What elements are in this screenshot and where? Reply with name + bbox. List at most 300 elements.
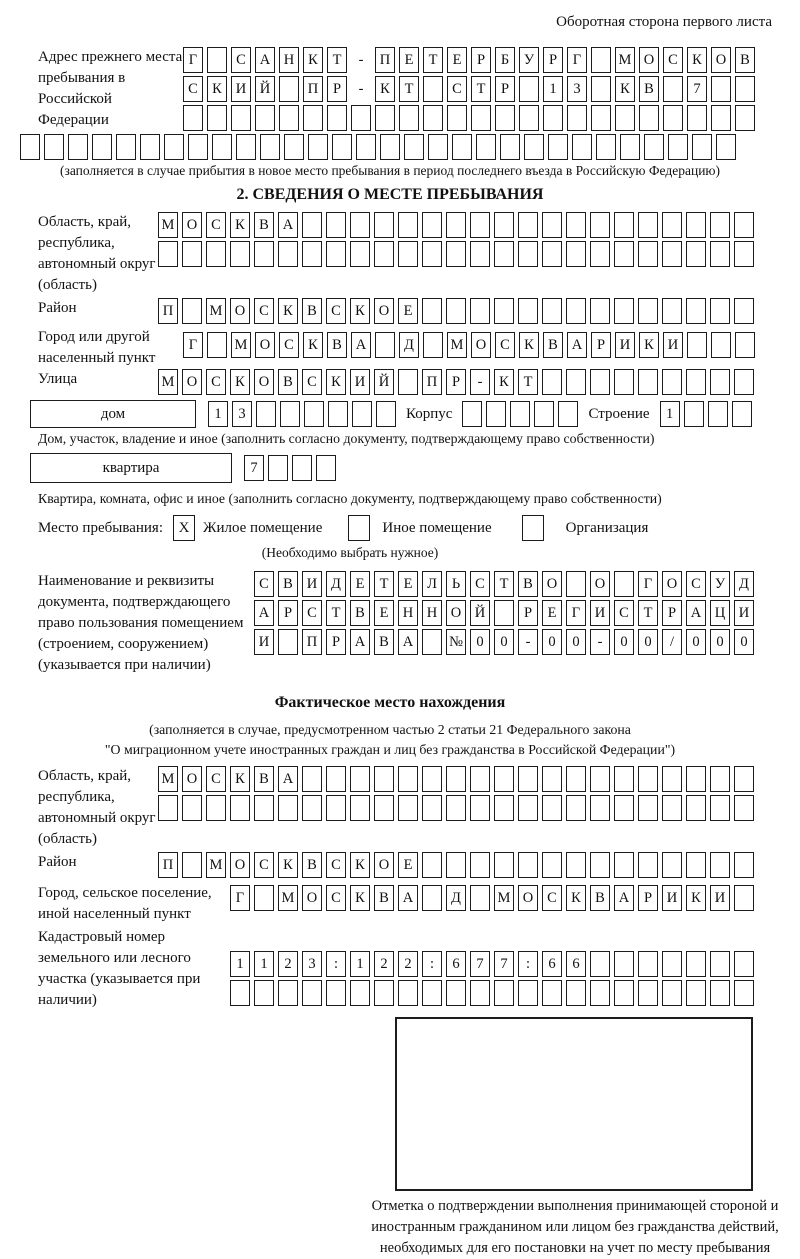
char-cell[interactable] <box>158 795 178 821</box>
char-cell[interactable] <box>614 571 634 597</box>
char-cell[interactable] <box>182 852 202 878</box>
char-cell[interactable]: С <box>206 766 226 792</box>
char-cell[interactable]: Е <box>447 47 467 73</box>
char-cell[interactable] <box>470 766 490 792</box>
char-cell[interactable] <box>326 795 346 821</box>
char-cell[interactable] <box>326 766 346 792</box>
char-cell[interactable] <box>534 401 554 427</box>
char-cell[interactable] <box>542 369 562 395</box>
char-cell[interactable] <box>614 241 634 267</box>
char-cell[interactable]: П <box>375 47 395 73</box>
char-cell[interactable] <box>446 212 466 238</box>
char-cell[interactable]: К <box>494 369 514 395</box>
char-cell[interactable] <box>351 105 371 131</box>
fact-city-row[interactable] <box>230 885 754 911</box>
char-cell[interactable] <box>302 766 322 792</box>
char-cell[interactable]: С <box>326 298 346 324</box>
char-cell[interactable]: Г <box>638 571 658 597</box>
char-cell[interactable] <box>542 795 562 821</box>
char-cell[interactable] <box>422 980 442 1006</box>
char-cell[interactable] <box>304 401 324 427</box>
char-cell[interactable]: О <box>639 47 659 73</box>
char-cell[interactable]: М <box>494 885 514 911</box>
char-cell[interactable]: 0 <box>686 629 706 655</box>
char-cell[interactable] <box>518 298 538 324</box>
char-cell[interactable] <box>422 241 442 267</box>
char-cell[interactable] <box>518 852 538 878</box>
checkbox-residential[interactable]: X <box>173 515 195 541</box>
char-cell[interactable] <box>686 369 706 395</box>
char-cell[interactable]: 1 <box>660 401 680 427</box>
char-cell[interactable]: 6 <box>446 951 466 977</box>
char-cell[interactable] <box>686 298 706 324</box>
char-cell[interactable] <box>590 298 610 324</box>
char-cell[interactable]: С <box>302 369 322 395</box>
char-cell[interactable]: 1 <box>230 951 250 977</box>
char-cell[interactable] <box>692 134 712 160</box>
char-cell[interactable] <box>256 401 276 427</box>
char-cell[interactable]: 0 <box>566 629 586 655</box>
char-cell[interactable]: К <box>519 332 539 358</box>
char-cell[interactable] <box>207 105 227 131</box>
char-cell[interactable]: Р <box>327 76 347 102</box>
char-cell[interactable]: В <box>374 629 394 655</box>
char-cell[interactable]: Й <box>470 600 490 626</box>
char-cell[interactable]: 1 <box>254 951 274 977</box>
char-cell[interactable]: А <box>567 332 587 358</box>
char-cell[interactable]: В <box>374 885 394 911</box>
char-cell[interactable]: К <box>230 212 250 238</box>
char-cell[interactable]: М <box>206 852 226 878</box>
char-cell[interactable] <box>614 766 634 792</box>
char-cell[interactable] <box>566 298 586 324</box>
char-cell[interactable] <box>542 766 562 792</box>
char-cell[interactable]: С <box>279 332 299 358</box>
char-cell[interactable]: Й <box>255 76 275 102</box>
cadastral-row-2[interactable] <box>230 980 754 1006</box>
char-cell[interactable] <box>352 401 372 427</box>
char-cell[interactable] <box>470 212 490 238</box>
char-cell[interactable] <box>566 795 586 821</box>
char-cell[interactable]: 7 <box>470 951 490 977</box>
char-cell[interactable] <box>182 795 202 821</box>
char-cell[interactable]: О <box>471 332 491 358</box>
char-cell[interactable] <box>356 134 376 160</box>
char-cell[interactable]: К <box>303 332 323 358</box>
fact-region-row-1[interactable] <box>158 766 754 792</box>
char-cell[interactable]: М <box>158 212 178 238</box>
char-cell[interactable] <box>375 332 395 358</box>
char-cell[interactable]: 3 <box>232 401 252 427</box>
char-cell[interactable] <box>254 795 274 821</box>
char-cell[interactable] <box>350 212 370 238</box>
char-cell[interactable] <box>398 212 418 238</box>
char-cell[interactable]: К <box>686 885 706 911</box>
char-cell[interactable]: С <box>495 332 515 358</box>
char-cell[interactable] <box>470 241 490 267</box>
region-row-1[interactable] <box>158 212 754 238</box>
char-cell[interactable]: В <box>327 332 347 358</box>
char-cell[interactable] <box>494 241 514 267</box>
char-cell[interactable] <box>452 134 472 160</box>
char-cell[interactable] <box>638 212 658 238</box>
char-cell[interactable]: О <box>302 885 322 911</box>
char-cell[interactable]: С <box>206 212 226 238</box>
char-cell[interactable]: Д <box>399 332 419 358</box>
char-cell[interactable]: В <box>639 76 659 102</box>
char-cell[interactable] <box>326 980 346 1006</box>
char-cell[interactable] <box>638 298 658 324</box>
stroenie-row[interactable] <box>660 401 752 427</box>
char-cell[interactable]: С <box>254 571 274 597</box>
char-cell[interactable] <box>734 951 754 977</box>
char-cell[interactable]: 1 <box>208 401 228 427</box>
char-cell[interactable]: Д <box>326 571 346 597</box>
char-cell[interactable]: С <box>206 369 226 395</box>
char-cell[interactable]: А <box>278 766 298 792</box>
char-cell[interactable]: М <box>447 332 467 358</box>
region-row-2[interactable] <box>158 241 754 267</box>
char-cell[interactable]: А <box>255 47 275 73</box>
char-cell[interactable]: А <box>351 332 371 358</box>
char-cell[interactable]: 2 <box>278 951 298 977</box>
char-cell[interactable] <box>686 795 706 821</box>
char-cell[interactable] <box>663 105 683 131</box>
char-cell[interactable]: Г <box>230 885 250 911</box>
previous-address-row-1[interactable] <box>183 47 755 73</box>
char-cell[interactable]: О <box>254 369 274 395</box>
char-cell[interactable]: О <box>182 369 202 395</box>
char-cell[interactable] <box>494 980 514 1006</box>
char-cell[interactable] <box>591 76 611 102</box>
previous-address-row-3[interactable] <box>183 105 755 131</box>
char-cell[interactable] <box>566 241 586 267</box>
char-cell[interactable] <box>596 134 616 160</box>
char-cell[interactable] <box>140 134 160 160</box>
char-cell[interactable] <box>350 795 370 821</box>
char-cell[interactable]: Е <box>350 571 370 597</box>
char-cell[interactable]: К <box>230 369 250 395</box>
char-cell[interactable] <box>558 401 578 427</box>
char-cell[interactable]: О <box>446 600 466 626</box>
char-cell[interactable]: Р <box>662 600 682 626</box>
char-cell[interactable]: 0 <box>470 629 490 655</box>
char-cell[interactable] <box>734 852 754 878</box>
char-cell[interactable] <box>710 241 730 267</box>
char-cell[interactable] <box>350 766 370 792</box>
char-cell[interactable]: А <box>350 629 370 655</box>
char-cell[interactable] <box>686 852 706 878</box>
char-cell[interactable]: Р <box>543 47 563 73</box>
char-cell[interactable] <box>236 134 256 160</box>
char-cell[interactable] <box>590 795 610 821</box>
char-cell[interactable]: С <box>326 852 346 878</box>
char-cell[interactable] <box>614 369 634 395</box>
char-cell[interactable] <box>566 212 586 238</box>
char-cell[interactable]: Р <box>471 47 491 73</box>
char-cell[interactable] <box>446 241 466 267</box>
char-cell[interactable] <box>302 980 322 1006</box>
char-cell[interactable]: В <box>278 369 298 395</box>
char-cell[interactable] <box>447 105 467 131</box>
char-cell[interactable] <box>494 795 514 821</box>
char-cell[interactable] <box>543 105 563 131</box>
char-cell[interactable] <box>398 795 418 821</box>
char-cell[interactable] <box>662 241 682 267</box>
char-cell[interactable] <box>268 455 288 481</box>
char-cell[interactable] <box>710 298 730 324</box>
street-row[interactable] <box>158 369 754 395</box>
char-cell[interactable]: С <box>302 600 322 626</box>
char-cell[interactable] <box>518 766 538 792</box>
char-cell[interactable] <box>510 401 530 427</box>
char-cell[interactable] <box>398 980 418 1006</box>
char-cell[interactable] <box>254 885 274 911</box>
char-cell[interactable] <box>422 766 442 792</box>
char-cell[interactable]: : <box>326 951 346 977</box>
char-cell[interactable] <box>735 76 755 102</box>
house-number-row[interactable] <box>208 401 396 427</box>
char-cell[interactable] <box>428 134 448 160</box>
char-cell[interactable] <box>422 795 442 821</box>
char-cell[interactable] <box>422 298 442 324</box>
char-cell[interactable] <box>638 951 658 977</box>
char-cell[interactable] <box>446 852 466 878</box>
char-cell[interactable]: В <box>518 571 538 597</box>
char-cell[interactable] <box>327 105 347 131</box>
char-cell[interactable] <box>182 241 202 267</box>
char-cell[interactable] <box>292 455 312 481</box>
char-cell[interactable] <box>422 212 442 238</box>
previous-address-row-2[interactable] <box>183 76 755 102</box>
char-cell[interactable] <box>374 212 394 238</box>
char-cell[interactable]: В <box>302 298 322 324</box>
char-cell[interactable] <box>374 241 394 267</box>
char-cell[interactable]: И <box>663 332 683 358</box>
char-cell[interactable] <box>471 105 491 131</box>
char-cell[interactable]: 7 <box>494 951 514 977</box>
char-cell[interactable]: О <box>590 571 610 597</box>
char-cell[interactable]: П <box>303 76 323 102</box>
char-cell[interactable]: 0 <box>494 629 514 655</box>
char-cell[interactable] <box>423 105 443 131</box>
char-cell[interactable] <box>254 241 274 267</box>
char-cell[interactable] <box>662 951 682 977</box>
char-cell[interactable]: 6 <box>566 951 586 977</box>
char-cell[interactable] <box>542 298 562 324</box>
char-cell[interactable]: О <box>374 852 394 878</box>
char-cell[interactable]: М <box>615 47 635 73</box>
char-cell[interactable]: Е <box>542 600 562 626</box>
char-cell[interactable] <box>734 795 754 821</box>
char-cell[interactable] <box>374 795 394 821</box>
char-cell[interactable]: Р <box>326 629 346 655</box>
char-cell[interactable]: Й <box>374 369 394 395</box>
cadastral-row-1[interactable] <box>230 951 754 977</box>
char-cell[interactable] <box>684 401 704 427</box>
char-cell[interactable] <box>734 766 754 792</box>
char-cell[interactable] <box>663 76 683 102</box>
char-cell[interactable] <box>590 951 610 977</box>
char-cell[interactable] <box>711 332 731 358</box>
char-cell[interactable]: О <box>662 571 682 597</box>
char-cell[interactable]: Г <box>183 47 203 73</box>
char-cell[interactable] <box>470 298 490 324</box>
char-cell[interactable]: А <box>254 600 274 626</box>
char-cell[interactable] <box>207 47 227 73</box>
char-cell[interactable] <box>500 134 520 160</box>
char-cell[interactable]: 1 <box>350 951 370 977</box>
char-cell[interactable]: С <box>686 571 706 597</box>
char-cell[interactable] <box>92 134 112 160</box>
char-cell[interactable]: В <box>543 332 563 358</box>
char-cell[interactable]: М <box>158 369 178 395</box>
char-cell[interactable] <box>638 369 658 395</box>
char-cell[interactable] <box>735 105 755 131</box>
char-cell[interactable] <box>212 134 232 160</box>
char-cell[interactable]: К <box>687 47 707 73</box>
document-row-2[interactable] <box>254 600 754 626</box>
char-cell[interactable] <box>446 766 466 792</box>
char-cell[interactable]: У <box>710 571 730 597</box>
char-cell[interactable]: 3 <box>302 951 322 977</box>
char-cell[interactable]: - <box>590 629 610 655</box>
korpus-row[interactable] <box>462 401 578 427</box>
char-cell[interactable] <box>230 795 250 821</box>
char-cell[interactable] <box>687 105 707 131</box>
char-cell[interactable] <box>260 134 280 160</box>
char-cell[interactable] <box>734 980 754 1006</box>
char-cell[interactable]: К <box>566 885 586 911</box>
char-cell[interactable] <box>734 885 754 911</box>
char-cell[interactable] <box>278 629 298 655</box>
char-cell[interactable] <box>519 76 539 102</box>
char-cell[interactable]: Г <box>183 332 203 358</box>
char-cell[interactable]: И <box>734 600 754 626</box>
char-cell[interactable]: К <box>350 852 370 878</box>
char-cell[interactable]: О <box>255 332 275 358</box>
char-cell[interactable]: О <box>518 885 538 911</box>
char-cell[interactable]: К <box>230 766 250 792</box>
char-cell[interactable] <box>638 852 658 878</box>
char-cell[interactable]: К <box>278 298 298 324</box>
char-cell[interactable]: Т <box>327 47 347 73</box>
char-cell[interactable]: А <box>278 212 298 238</box>
city-row[interactable] <box>183 332 755 358</box>
char-cell[interactable]: В <box>350 600 370 626</box>
char-cell[interactable]: 0 <box>638 629 658 655</box>
char-cell[interactable]: Р <box>278 600 298 626</box>
char-cell[interactable] <box>231 105 251 131</box>
fact-district-row[interactable] <box>158 852 754 878</box>
char-cell[interactable] <box>710 980 730 1006</box>
char-cell[interactable] <box>374 766 394 792</box>
char-cell[interactable]: 0 <box>710 629 730 655</box>
char-cell[interactable] <box>20 134 40 160</box>
char-cell[interactable] <box>230 241 250 267</box>
char-cell[interactable]: К <box>350 298 370 324</box>
char-cell[interactable] <box>716 134 736 160</box>
char-cell[interactable]: С <box>663 47 683 73</box>
char-cell[interactable]: Р <box>446 369 466 395</box>
char-cell[interactable]: - <box>351 76 371 102</box>
char-cell[interactable] <box>326 212 346 238</box>
char-cell[interactable] <box>183 105 203 131</box>
char-cell[interactable] <box>158 241 178 267</box>
char-cell[interactable]: 0 <box>614 629 634 655</box>
char-cell[interactable]: К <box>278 852 298 878</box>
char-cell[interactable]: П <box>302 629 322 655</box>
char-cell[interactable]: Е <box>398 298 418 324</box>
char-cell[interactable]: О <box>182 766 202 792</box>
district-row[interactable] <box>158 298 754 324</box>
char-cell[interactable] <box>590 980 610 1006</box>
char-cell[interactable] <box>316 455 336 481</box>
char-cell[interactable] <box>380 134 400 160</box>
char-cell[interactable] <box>590 369 610 395</box>
char-cell[interactable]: Д <box>446 885 466 911</box>
char-cell[interactable]: А <box>614 885 634 911</box>
char-cell[interactable]: Н <box>279 47 299 73</box>
char-cell[interactable] <box>590 852 610 878</box>
char-cell[interactable] <box>422 629 442 655</box>
char-cell[interactable]: Г <box>566 600 586 626</box>
char-cell[interactable] <box>470 852 490 878</box>
char-cell[interactable] <box>662 852 682 878</box>
char-cell[interactable] <box>542 212 562 238</box>
char-cell[interactable]: В <box>254 766 274 792</box>
char-cell[interactable]: Е <box>399 47 419 73</box>
char-cell[interactable]: К <box>639 332 659 358</box>
char-cell[interactable]: Е <box>374 600 394 626</box>
char-cell[interactable] <box>470 885 490 911</box>
char-cell[interactable] <box>686 241 706 267</box>
char-cell[interactable] <box>279 105 299 131</box>
char-cell[interactable] <box>374 980 394 1006</box>
char-cell[interactable]: О <box>230 298 250 324</box>
char-cell[interactable] <box>662 980 682 1006</box>
char-cell[interactable] <box>686 980 706 1006</box>
char-cell[interactable] <box>476 134 496 160</box>
char-cell[interactable] <box>326 241 346 267</box>
char-cell[interactable] <box>518 212 538 238</box>
document-row-3[interactable] <box>254 629 754 655</box>
char-cell[interactable] <box>350 980 370 1006</box>
char-cell[interactable] <box>542 852 562 878</box>
char-cell[interactable] <box>376 401 396 427</box>
char-cell[interactable]: О <box>711 47 731 73</box>
char-cell[interactable] <box>711 76 731 102</box>
char-cell[interactable] <box>284 134 304 160</box>
char-cell[interactable] <box>590 241 610 267</box>
char-cell[interactable]: О <box>182 212 202 238</box>
char-cell[interactable] <box>638 241 658 267</box>
char-cell[interactable] <box>254 980 274 1006</box>
char-cell[interactable]: Р <box>591 332 611 358</box>
checkbox-organization[interactable] <box>522 515 544 541</box>
char-cell[interactable] <box>710 852 730 878</box>
char-cell[interactable] <box>278 795 298 821</box>
char-cell[interactable] <box>398 369 418 395</box>
char-cell[interactable] <box>423 76 443 102</box>
char-cell[interactable]: К <box>350 885 370 911</box>
char-cell[interactable] <box>615 105 635 131</box>
char-cell[interactable]: М <box>278 885 298 911</box>
char-cell[interactable]: 2 <box>398 951 418 977</box>
fact-region-row-2[interactable] <box>158 795 754 821</box>
char-cell[interactable] <box>398 766 418 792</box>
char-cell[interactable] <box>302 241 322 267</box>
